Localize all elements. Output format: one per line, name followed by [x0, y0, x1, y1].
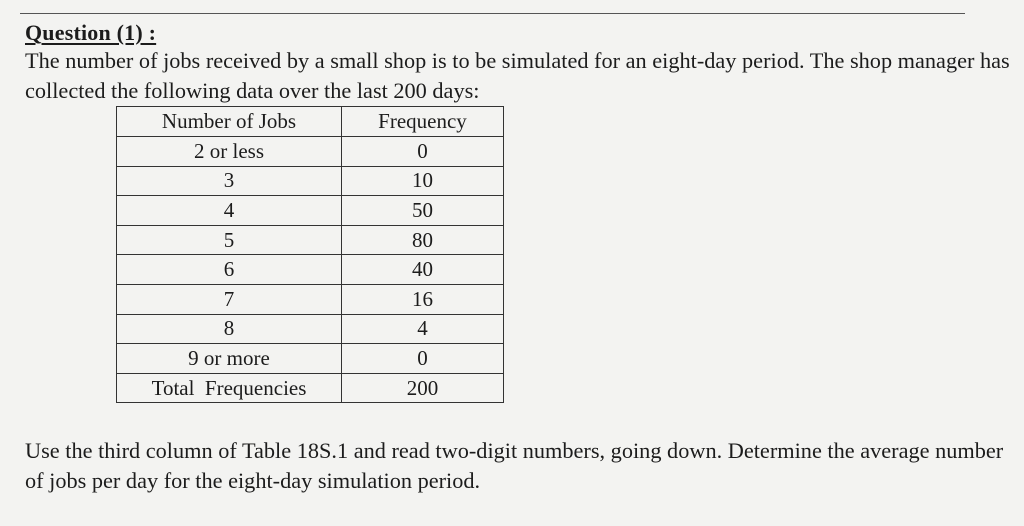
frequency-cell: 40: [342, 255, 504, 285]
jobs-cell: 7: [117, 284, 342, 314]
table-row: [117, 314, 504, 344]
jobs-cell: 3: [117, 166, 342, 196]
column-header-frequency: Frequency: [342, 107, 504, 137]
table-row: [117, 196, 504, 226]
jobs-frequency-table: [116, 106, 504, 403]
question-intro-text: The number of jobs received by a small shop is to be simulated for an eight-day period. The shop manager has collected the following data over the last 200 days:: [25, 48, 1010, 103]
jobs-cell: 2 or less: [117, 137, 342, 167]
table-row: [117, 137, 504, 167]
column-header-number-of-jobs: Number of Jobs: [117, 107, 342, 137]
jobs-cell: 9 or more: [117, 344, 342, 374]
table-row: [117, 225, 504, 255]
table-total-row: [117, 373, 504, 403]
question-heading: Question (1) :: [25, 20, 157, 45]
table-header-row: [117, 107, 504, 137]
jobs-cell: 8: [117, 314, 342, 344]
total-label-cell: Total Frequencies: [117, 373, 342, 403]
frequency-cell: 10: [342, 166, 504, 196]
frequency-cell: 4: [342, 314, 504, 344]
jobs-cell: 5: [117, 225, 342, 255]
total-value-cell: 200: [342, 373, 504, 403]
question-instruction-text: Use the third column of Table 18S.1 and read two-digit numbers, going down. Determine the average number of jobs per day for the eight-day simulation period.: [25, 438, 1004, 493]
table-row: [117, 344, 504, 374]
frequency-cell: 0: [342, 344, 504, 374]
frequency-cell: 50: [342, 196, 504, 226]
jobs-cell: 6: [117, 255, 342, 285]
top-divider-line: [20, 13, 965, 14]
frequency-cell: 80: [342, 225, 504, 255]
jobs-cell: 4: [117, 196, 342, 226]
frequency-cell: 16: [342, 284, 504, 314]
frequency-cell: 0: [342, 137, 504, 167]
table-row: [117, 284, 504, 314]
table-row: [117, 255, 504, 285]
table-row: [117, 166, 504, 196]
